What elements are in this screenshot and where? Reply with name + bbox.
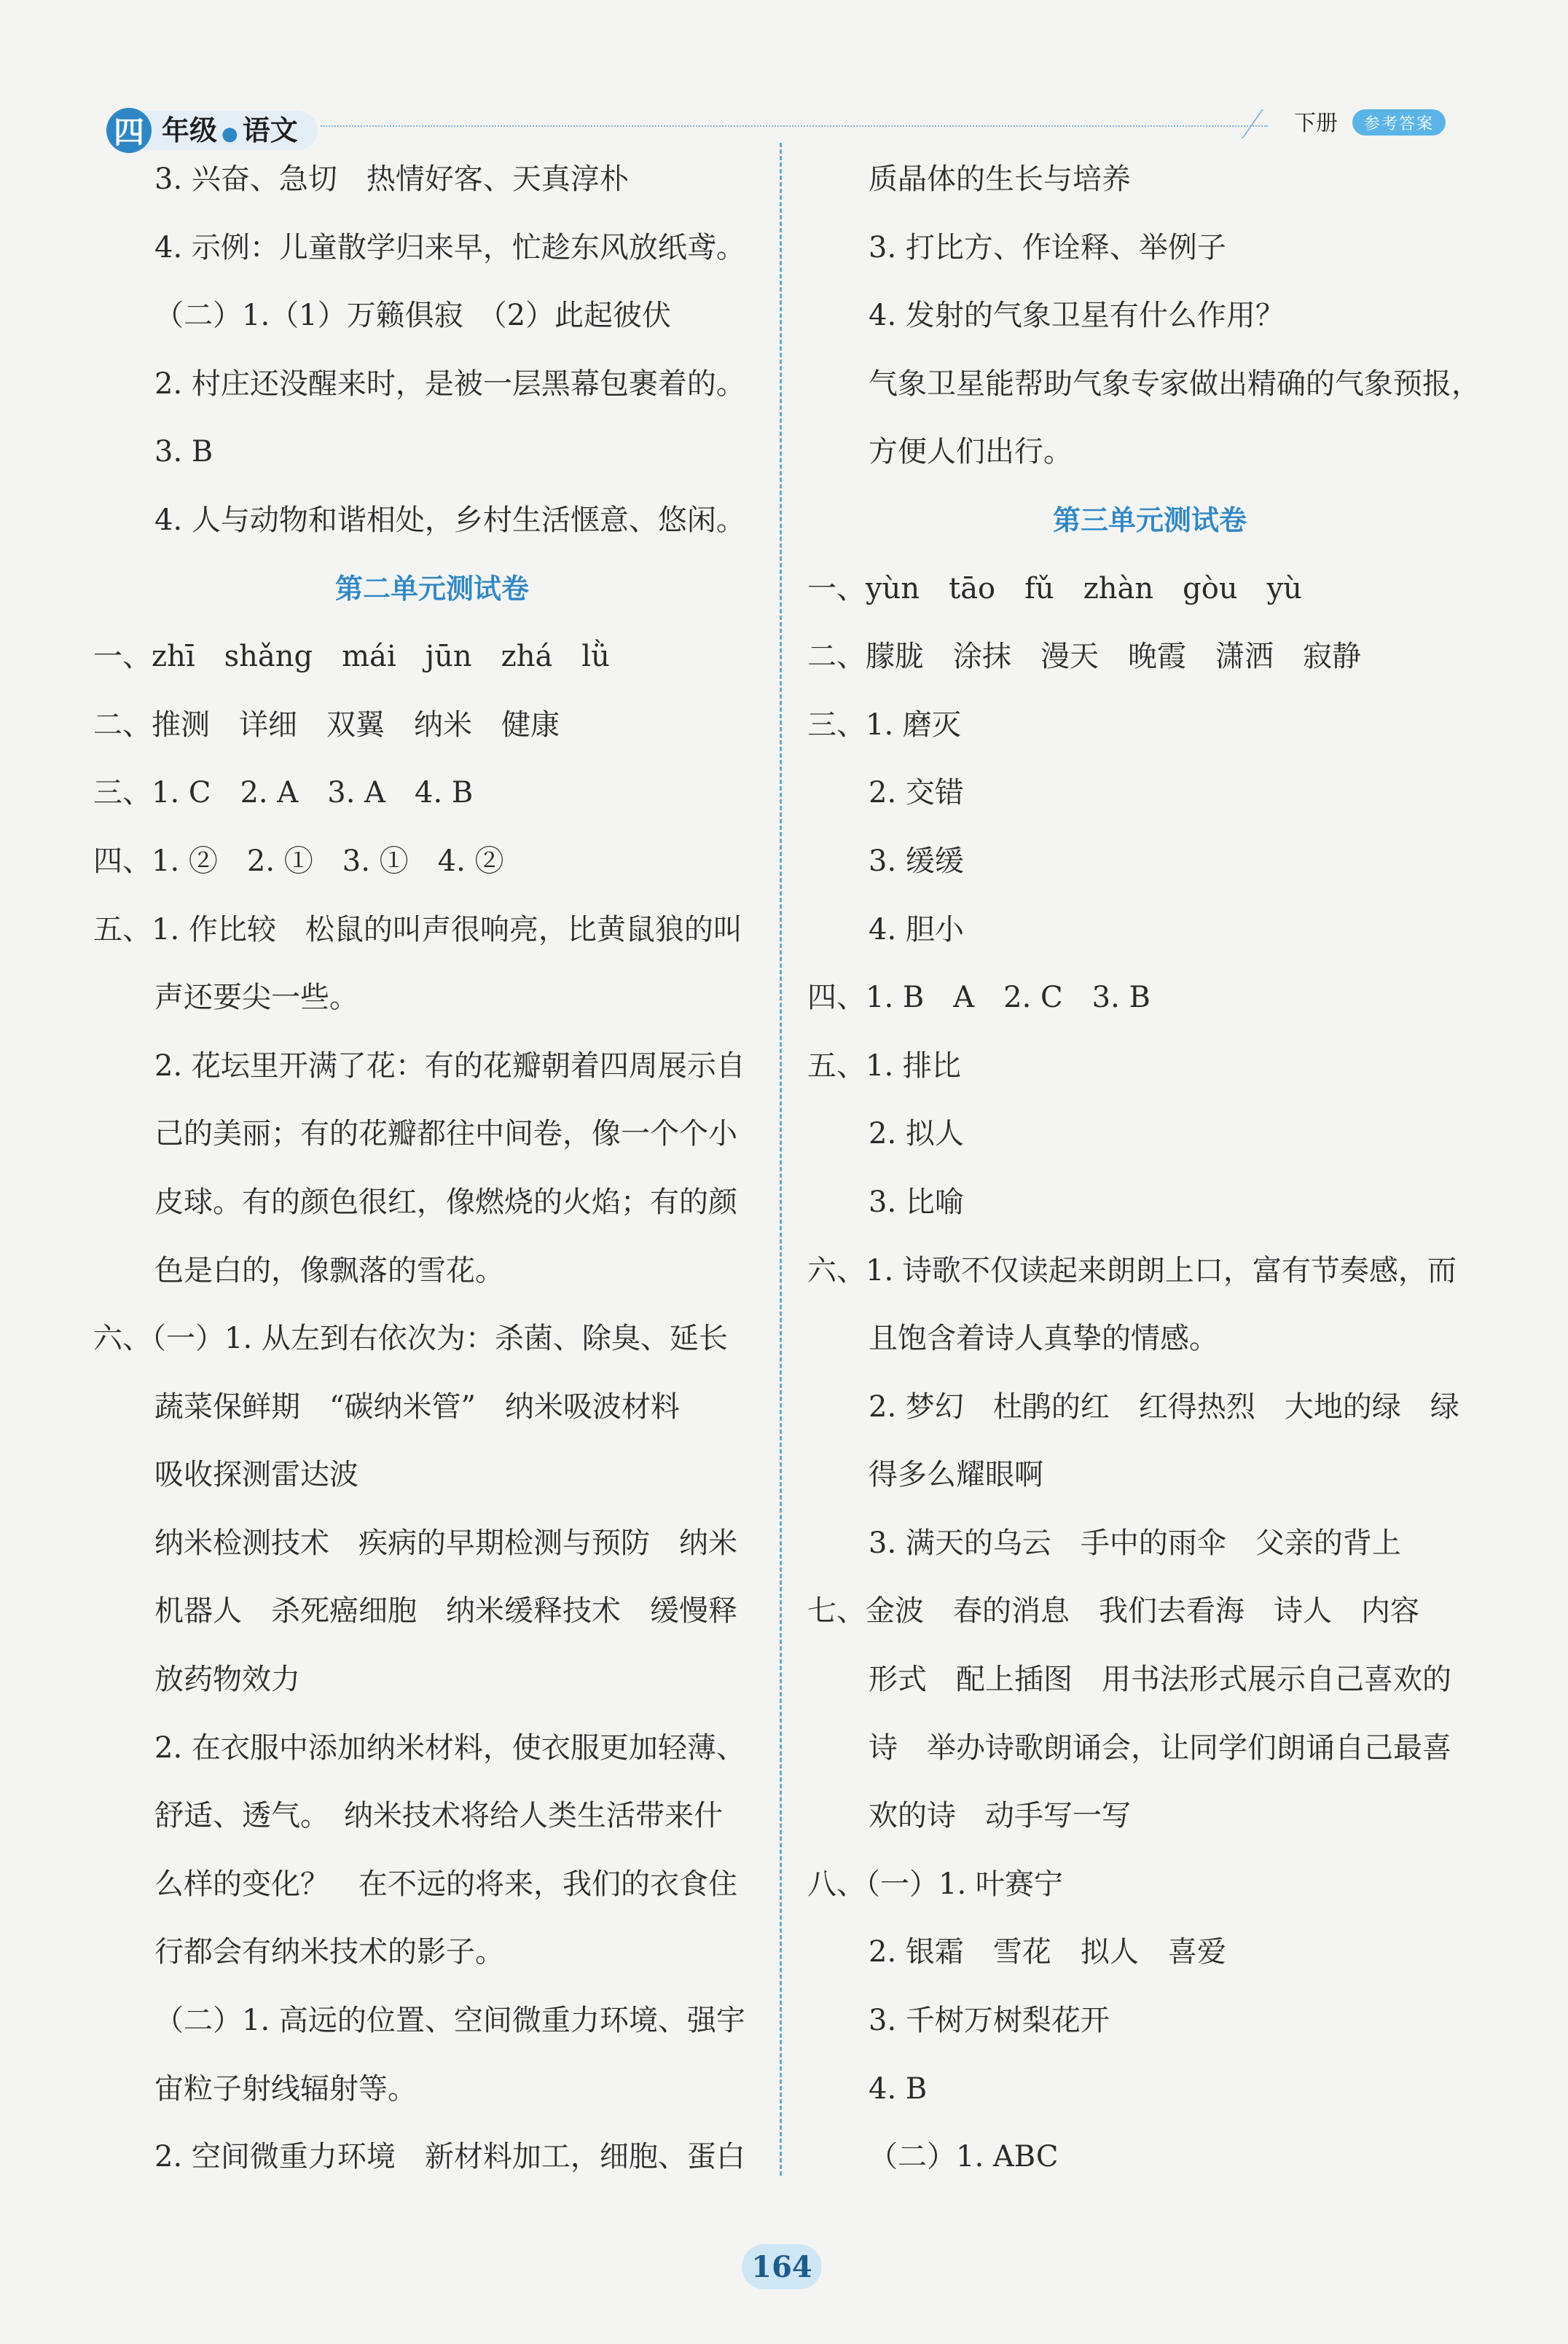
answer-line: 3. 兴奋、急切 热情好客、天真淳朴 <box>154 162 629 196</box>
header-dotted-rule <box>321 125 1268 127</box>
page-header <box>0 0 1568 168</box>
answer-line: 一、yùn tāo fǔ zhàn gòu yù <box>807 571 1302 605</box>
grade-label: 年级 <box>162 114 218 146</box>
volume-label: 下册 <box>1294 111 1338 136</box>
answer-line: 诗 举办诗歌朗诵会，让同学们朗诵自己最喜 <box>869 1730 1451 1765</box>
subject-label: 语文 <box>242 114 298 146</box>
answer-line: 三、1. C 2. A 3. A 4. B <box>93 776 474 810</box>
answer-line: 己的美丽；有的花瓣都往中间卷，像一个个小 <box>154 1117 737 1151</box>
answer-line: 2. 在衣服中添加纳米材料，使衣服更加轻薄、 <box>154 1730 745 1765</box>
answer-line: （二）1.（1）万籁俱寂 （2）此起彼伏 <box>154 299 672 333</box>
answer-line: 3. 缓缓 <box>869 844 964 878</box>
answer-line: 色是白的，像飘落的雪花。 <box>154 1253 504 1287</box>
answer-line: 八、（一）1. 叶赛宁 <box>807 1867 1063 1901</box>
answer-line: 机器人 杀死癌细胞 纳米缓释技术 缓慢释 <box>154 1594 737 1628</box>
answer-line: 2. 村庄还没醒来时，是被一层黑幕包裹着的。 <box>154 367 745 401</box>
answer-line: 二、推测 详细 双翼 纳米 健康 <box>93 707 560 742</box>
answer-line: 么样的变化？ 在不远的将来，我们的衣食住 <box>154 1867 737 1901</box>
separator-dot-icon: ● <box>222 123 238 145</box>
answer-line: 七、金波 春的消息 我们去看海 诗人 内容 <box>807 1594 1419 1628</box>
answer-line: 4. 人与动物和谐相处，乡村生活惬意、悠闲。 <box>154 503 745 537</box>
answer-line: 皮球。有的颜色很红，像燃烧的火焰；有的颜 <box>154 1185 737 1219</box>
answer-line: 3. B <box>154 435 213 469</box>
answer-line: 得多么耀眼啊 <box>869 1458 1043 1492</box>
answer-line: 2. 梦幻 杜鹃的红 红得热烈 大地的绿 绿 <box>869 1389 1459 1424</box>
answer-line: 放药物效力 <box>154 1663 300 1697</box>
section-heading: 第二单元测试卷 <box>334 572 529 605</box>
answer-line: 形式 配上插图 用书法形式展示自己喜欢的 <box>869 1663 1451 1697</box>
answer-line: 五、1. 排比 <box>807 1048 961 1083</box>
column-divider <box>780 143 782 2176</box>
answer-line: 3. 打比方、作诠释、举例子 <box>869 230 1226 264</box>
answer-line: 宙粒子射线辐射等。 <box>154 2071 417 2106</box>
right-column <box>807 146 1492 2192</box>
answer-line: 四、1. B A 2. C 3. B <box>807 981 1150 1015</box>
answer-line: 2. 银霜 雪花 拟人 喜爱 <box>869 1935 1226 1969</box>
answer-line: 4. 胆小 <box>869 912 964 946</box>
answer-line: 4. 发射的气象卫星有什么作用？ <box>869 299 1285 333</box>
answer-line: 质晶体的生长与培养 <box>869 162 1131 196</box>
answer-line: 六、1. 诗歌不仅读起来朗朗上口，富有节奏感，而 <box>807 1253 1457 1287</box>
answer-line: 4. 示例：儿童散学归来早，忙趁东风放纸鸢。 <box>154 230 745 264</box>
answer-line: 蔬菜保鲜期 “碳纳米管” 纳米吸波材料 <box>154 1389 680 1424</box>
page-number: 164 <box>742 2244 822 2289</box>
answer-line: 方便人们出行。 <box>869 435 1073 469</box>
answer-key-tag: 参考答案 <box>1352 109 1446 136</box>
answer-line: 且饱含着诗人真挚的情感。 <box>869 1322 1218 1356</box>
answer-line: 欢的诗 动手写一写 <box>869 1799 1131 1833</box>
answer-line: 3. 比喻 <box>869 1185 964 1219</box>
grade-badge: 四 <box>106 108 152 153</box>
answer-line: 纳米检测技术 疾病的早期检测与预防 纳米 <box>154 1526 737 1560</box>
answer-line: 吸收探测雷达波 <box>154 1458 358 1492</box>
section-heading: 第三单元测试卷 <box>1052 503 1247 536</box>
answer-line: 一、zhī shǎng mái jūn zhá lǜ <box>93 640 610 674</box>
answer-line: 五、1. 作比较 松鼠的叫声很响亮，比黄鼠狼的叫 <box>93 912 742 946</box>
answer-line: 3. 千树万树梨花开 <box>869 2004 1110 2038</box>
answer-line: （二）1. 高远的位置、空间微重力环境、强宇 <box>154 2004 745 2038</box>
answer-line: 四、1. ② 2. ① 3. ① 4. ② <box>93 844 504 878</box>
answer-line: （二）1. ABC <box>869 2140 1059 2174</box>
answer-line: 声还要尖一些。 <box>154 981 358 1015</box>
answer-line: 六、（一）1. 从左到右依次为：杀菌、除臭、延长 <box>93 1322 728 1356</box>
answer-line: 行都会有纳米技术的影子。 <box>154 1935 504 1969</box>
answer-line: 2. 空间微重力环境 新材料加工，细胞、蛋白 <box>154 2140 745 2174</box>
answer-line: 三、1. 磨灭 <box>807 707 961 742</box>
header-slash-divider <box>1242 109 1290 138</box>
answer-line: 4. B <box>869 2071 928 2106</box>
answer-line: 2. 拟人 <box>869 1117 964 1151</box>
answer-line: 气象卫星能帮助气象专家做出精确的气象预报， <box>869 367 1481 401</box>
answer-line: 2. 交错 <box>869 776 964 810</box>
answer-line: 3. 满天的乌云 手中的雨伞 父亲的背上 <box>869 1526 1401 1560</box>
answer-line: 舒适、透气。 纳米技术将给人类生活带来什 <box>154 1799 723 1833</box>
answer-line: 二、朦胧 涂抹 漫天 晚霞 潇洒 寂静 <box>807 640 1361 674</box>
answer-line: 2. 花坛里开满了花：有的花瓣朝着四周展示自 <box>154 1048 745 1083</box>
left-column <box>93 146 771 2192</box>
